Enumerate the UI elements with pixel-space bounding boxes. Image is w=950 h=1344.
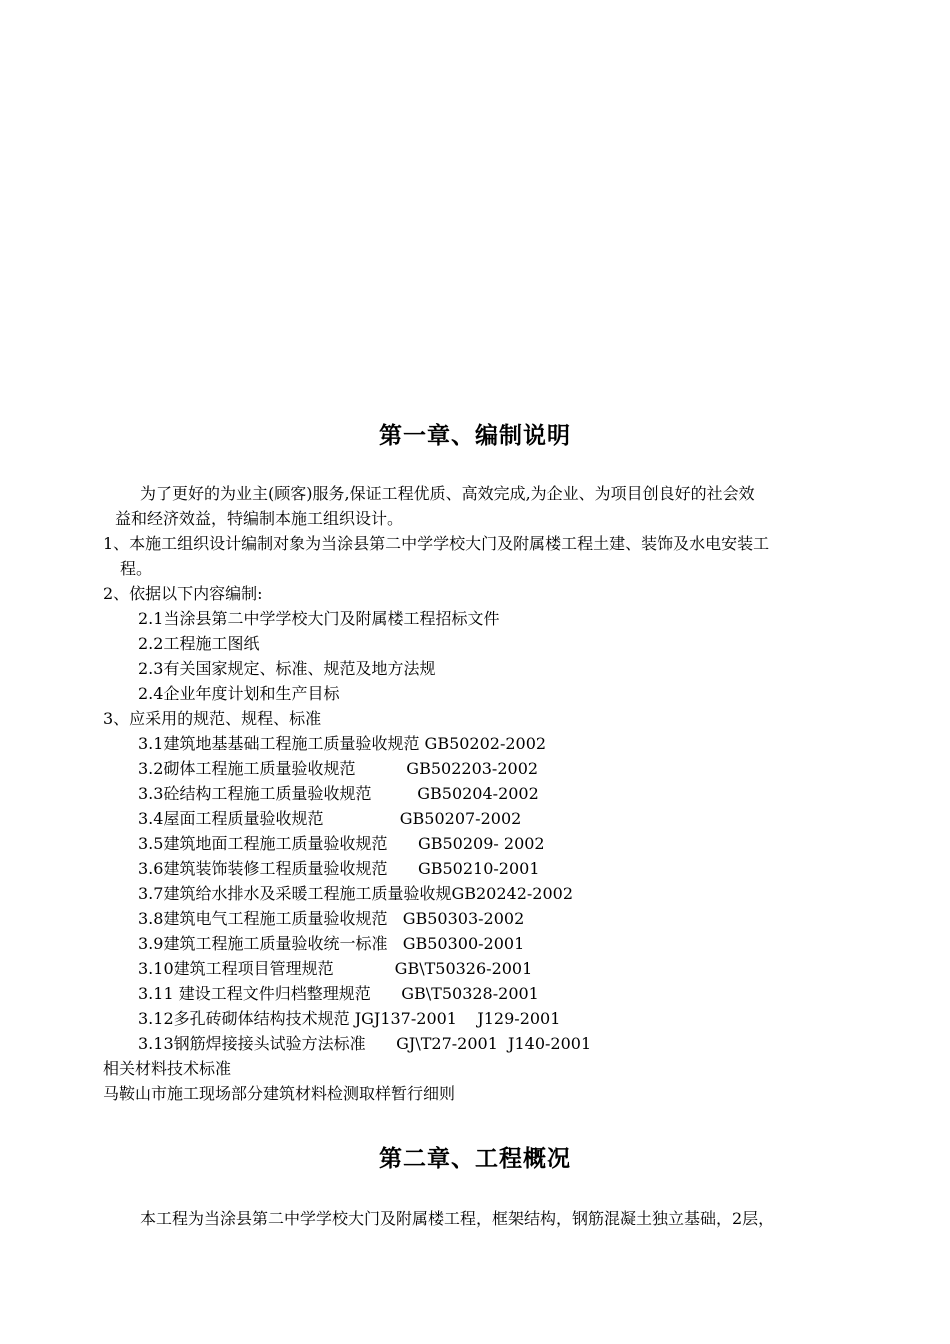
item2-sub: 2.4企业年度计划和生产目标	[138, 684, 340, 703]
item3-sub: 3.8建筑电气工程施工质量验收规范 GB50303-2002	[138, 909, 525, 928]
intro-line-1: 为了更好的为业主(顾客)服务,保证工程优质、高效完成,为企业、为项目创良好的社会效	[140, 484, 755, 503]
item3-sub: 3.7建筑给水排水及采暖工程施工质量验收规GB20242-2002	[138, 884, 574, 903]
chapter2-title: 第二章、工程概况	[379, 1146, 571, 1172]
item3-sub: 3.2砌体工程施工质量验收规范 GB502203-2002	[138, 759, 539, 778]
intro-line-2: 益和经济效益，特编制本施工组织设计。	[115, 509, 404, 528]
chapter2-paragraph: 本工程为当涂县第二中学学校大门及附属楼工程，框架结构，钢筋混凝土独立基础，2层，	[140, 1209, 775, 1228]
item3-heading: 3、应采用的规范、规程、标准	[103, 709, 322, 728]
item2-sub: 2.3有关国家规定、标准、规范及地方法规	[138, 659, 436, 678]
item3-sub: 3.1建筑地基基础工程施工质量验收规范 GB50202-2002	[138, 734, 547, 753]
item1-line-2: 程。	[120, 559, 153, 578]
item3-sub: 3.5建筑地面工程施工质量验收规范 GB50209- 2002	[138, 834, 545, 853]
item2-sub: 2.2工程施工图纸	[138, 634, 260, 653]
extra-line: 相关材料技术标准	[103, 1059, 232, 1078]
item1-line-1: 1、本施工组织设计编制对象为当涂县第二中学学校大门及附属楼工程土建、装饰及水电安装工	[103, 534, 770, 553]
item3-sub: 3.9建筑工程施工质量验收统一标准 GB50300-2001	[138, 934, 525, 953]
chapter1-title: 第一章、编制说明	[379, 423, 571, 449]
item2-sub: 2.1当涂县第二中学学校大门及附属楼工程招标文件	[138, 609, 500, 628]
item3-sub: 3.10建筑工程项目管理规范 GB\T50326-2001	[138, 959, 533, 978]
item3-sub: 3.6建筑装饰装修工程质量验收规范 GB50210-2001	[138, 859, 540, 878]
extra-line: 马鞍山市施工现场部分建筑材料检测取样暂行细则	[103, 1084, 456, 1103]
item2-heading: 2、依据以下内容编制:	[103, 584, 263, 603]
item3-sub: 3.4屋面工程质量验收规范 GB50207-2002	[138, 809, 522, 828]
item3-sub: 3.12多孔砖砌体结构技术规范 JGJ137-2001 J129-2001	[138, 1009, 561, 1028]
item3-sub: 3.13钢筋焊接接头试验方法标准 GJ\T27-2001 J140-2001	[138, 1034, 592, 1053]
item3-sub: 3.11 建设工程文件归档整理规范 GB\T50328-2001	[138, 984, 539, 1003]
item3-sub: 3.3砼结构工程施工质量验收规范 GB50204-2002	[138, 784, 539, 803]
